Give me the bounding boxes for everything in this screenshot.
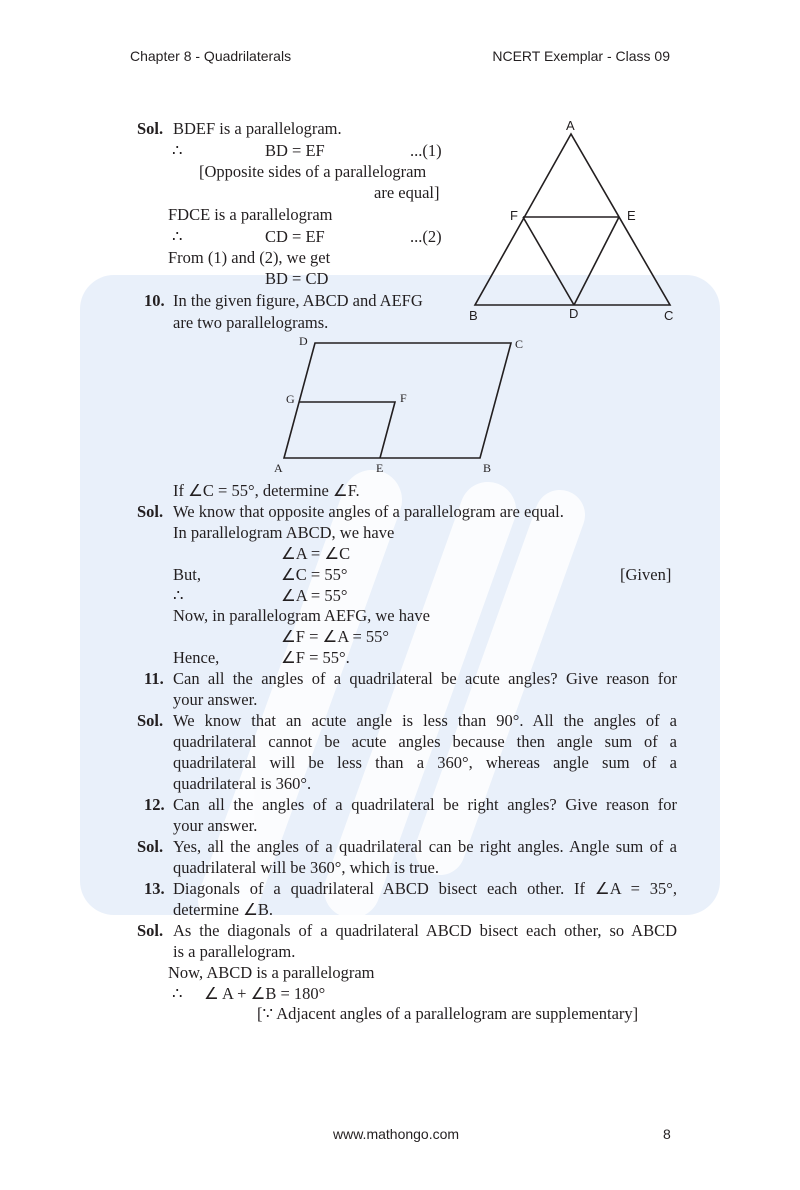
sol10-given: [Given] [620,565,672,584]
sol9-ref2: ...(2) [410,227,442,246]
therefore-symbol: ∴ [172,141,183,160]
vertex-label-d: D [569,306,579,321]
q10-line2: are two parallelograms. [173,313,329,332]
vertex-label-b: B [483,461,492,475]
sol9-eq2: CD = EF [265,227,325,246]
therefore-symbol: ∴ [173,586,184,605]
sol13-line1: As the diagonals of a quadrilateral ABCD bisect each other, so ABCD [173,921,677,940]
footer-url: www.mathongo.com [333,1126,460,1142]
sol10-but: But, [173,565,201,584]
sol9-reason1a: [Opposite sides of a parallelogram [199,162,427,181]
vertex-label-e: E [627,208,636,223]
sol9-line1: BDEF is a parallelogram. [173,119,342,138]
sol9-ref1: ...(1) [410,141,442,160]
sol-label: Sol. [137,837,164,856]
q13-line2: determine ∠B. [173,900,274,919]
q10-line1: In the given figure, ABCD and AEFG [173,291,423,310]
sol9-eq3: BD = CD [265,269,329,288]
sol11-line3: quadrilateral will be less than a 360°, whereas angle sum of a [173,753,677,772]
therefore-symbol: ∴ [172,227,183,246]
sol10-line2: In parallelogram ABCD, we have [173,523,395,542]
q13-line1: Diagonals of a quadrilateral ABCD bisect each other. If ∠A = 35°, [173,879,677,898]
question-number: 11. [144,669,164,688]
sol9-reason1b: are equal] [374,183,440,202]
vertex-label-f: F [510,208,518,223]
vertex-label-g: G [286,392,295,406]
sol-label: Sol. [137,502,164,521]
sol11-line1: We know that an acute angle is less than 90°. All the angles of a [173,711,677,730]
sol13-reason: [∵ Adjacent angles of a parallelogram are supplementary] [257,1004,639,1023]
sol13-line3: Now, ABCD is a parallelogram [168,963,375,982]
q11-line2: your answer. [173,690,258,709]
question-number: 10. [144,291,165,310]
vertex-label-d: D [299,334,308,348]
page-number: 8 [663,1126,671,1142]
sol10-line3: Now, in parallelogram AEFG, we have [173,606,430,625]
vertex-label-a: A [274,461,283,475]
sol11-line4: quadrilateral is 360°. [173,774,312,793]
sol-label: Sol. [137,921,164,940]
chapter-title: Chapter 8 - Quadrilaterals [130,48,292,64]
sol13-line2: is a parallelogram. [173,942,296,961]
sol-label: Sol. [137,711,164,730]
q12-line1: Can all the angles of a quadrilateral be right angles? Give reason for [173,795,677,814]
q12-line2: your answer. [173,816,258,835]
vertex-label-f: F [400,391,407,405]
book-title: NCERT Exemplar - Class 09 [492,48,670,64]
question-number: 12. [144,795,165,814]
sol10-eq2: ∠C = 55° [281,565,348,584]
sol9-eq1: BD = EF [265,141,325,160]
q10-question: If ∠C = 55°, determine ∠F. [173,481,360,500]
sol9-line3: From (1) and (2), we get [168,248,331,267]
sol11-line2: quadrilateral cannot be acute angles because then angle sum of a [173,732,677,751]
sol9-line2: FDCE is a parallelogram [168,205,333,224]
vertex-label-b: B [469,308,478,323]
therefore-symbol: ∴ [172,984,183,1003]
vertex-label-c: C [515,337,524,351]
sol10-eq4: ∠F = ∠A = 55° [281,627,389,646]
triangle-figure [460,110,690,330]
sol10-line1: We know that opposite angles of a parallelogram are equal. [173,502,564,521]
sol10-eq1: ∠A = ∠C [281,544,351,563]
sol10-hence: Hence, [173,648,220,667]
vertex-label-c: C [664,308,674,323]
vertex-label-a: A [566,118,575,133]
vertex-label-e: E [376,461,384,475]
sol13-eq1: ∠ A + ∠B = 180° [204,984,326,1003]
question-number: 13. [144,879,165,898]
sol10-eq5: ∠F = 55°. [281,648,350,667]
q11-line1: Can all the angles of a quadrilateral be acute angles? Give reason for [173,669,677,688]
sol-label: Sol. [137,119,164,138]
sol12-line1: Yes, all the angles of a quadrilateral can be right angles. Angle sum of a [173,837,677,856]
sol10-eq3: ∠A = 55° [281,586,348,605]
sol12-line2: quadrilateral will be 360°, which is true. [173,858,439,877]
